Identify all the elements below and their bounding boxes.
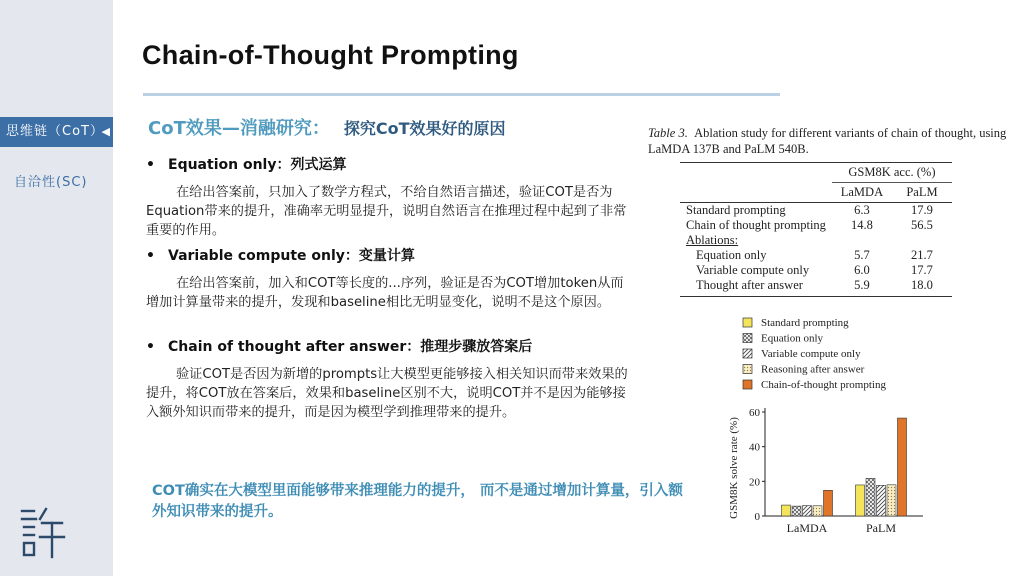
- table-header-row: [680, 183, 952, 203]
- row-label: Variable compute only: [696, 263, 810, 277]
- legend-label: Reasoning after answer: [761, 363, 865, 376]
- row-label: Equation only: [696, 248, 767, 262]
- x-tick-label: LaMDA: [786, 521, 828, 535]
- legend-swatch: [743, 365, 752, 374]
- caret-left-icon: ◀: [101, 125, 111, 138]
- row-label: Standard prompting: [686, 203, 786, 217]
- bar: [866, 478, 875, 516]
- cell-value: 5.9: [832, 278, 892, 297]
- cell-value: 6.0: [854, 263, 870, 277]
- table-row: [680, 278, 952, 297]
- legend-label: Variable compute only: [761, 348, 861, 360]
- bullet-heading: • Equation only：列式运算: [146, 157, 347, 173]
- legend-label: Equation only: [761, 332, 824, 345]
- bullet-dot-icon: •: [146, 339, 155, 355]
- table-row: [680, 203, 952, 219]
- legend-swatch: [743, 334, 752, 343]
- cell-value: 17.9: [911, 203, 933, 217]
- cell-value: 14.8: [851, 218, 873, 232]
- sidebar-item-label: 思维链（CoT）: [6, 124, 104, 139]
- y-tick-label: 60: [749, 407, 760, 419]
- table-caption-text: Ablation study for different variants of chain of thought, using LaMDA 137B and PaLM 540B.: [648, 126, 1007, 156]
- bar: [856, 485, 865, 516]
- logo: [18, 505, 66, 559]
- cell-value: 5.7: [854, 248, 870, 262]
- row-label: Thought after answer: [680, 278, 832, 297]
- bar: [813, 506, 822, 516]
- title-divider: [143, 93, 780, 96]
- bullet-heading: • Chain of thought after answer：推理步骤放答案后: [146, 339, 533, 355]
- table-header-row: [680, 163, 952, 183]
- column-header: PaLM: [892, 183, 952, 203]
- table-row: [680, 218, 952, 233]
- table-row: [680, 263, 952, 278]
- bullet-dot-icon: •: [146, 157, 155, 173]
- sidebar-item-cot[interactable]: [0, 117, 113, 147]
- cell-value: 56.5: [911, 218, 933, 232]
- legend-label: Chain-of-thought prompting: [761, 379, 886, 391]
- x-tick-label: PaLM: [866, 521, 896, 535]
- bullet-text: 在给出答案前，加入和COT等长度的...序列，验证是否为COT增加token从而增加计算量带来的提升，发现和baseline相比无明显变化，说明不是这个原因。: [146, 276, 624, 310]
- y-tick-label: 0: [754, 511, 760, 523]
- column-header: LaMDA: [832, 183, 892, 203]
- conclusion-text: COT确实在大模型里面能够带来推理能力的提升， 而不是通过增加计算量，引入额外知识带来的提升。: [152, 483, 683, 520]
- legend-swatch: [743, 380, 752, 389]
- ablations-label: Ablations:: [686, 233, 739, 247]
- table-row: [680, 248, 952, 263]
- sidebar-item-label: 自洽性(SC): [14, 175, 88, 190]
- bar: [824, 490, 833, 516]
- table-caption: [648, 125, 1018, 157]
- bullet-heading: • Variable compute only：变量计算: [146, 248, 415, 264]
- bar: [877, 485, 886, 516]
- y-tick-label: 20: [749, 476, 760, 489]
- legend-swatch: [743, 349, 752, 358]
- sidebar: [0, 0, 113, 576]
- page-title: Chain-of-Thought Prompting: [142, 40, 519, 70]
- table-group-header: GSM8K acc. (%): [832, 163, 952, 183]
- cell-value: 17.7: [911, 263, 933, 277]
- ablation-table: [680, 162, 952, 297]
- bar: [887, 485, 896, 516]
- bullet-text: 验证COT是否因为新增的prompts让大模型更能够接入相关知识而带来效果的提升，将COT放在答案后，效果和baseline区别不大，说明COT并不是因为能够接入额外知识而带来的提升，而是因为模型学到推理带来的提升。: [146, 367, 628, 420]
- section-subtitle: 探究CoT效果好的原因: [343, 119, 506, 138]
- bar: [898, 418, 907, 516]
- row-label: Chain of thought prompting: [686, 218, 826, 232]
- y-tick-label: 40: [749, 441, 760, 454]
- cell-value: 21.7: [911, 248, 933, 262]
- bar-chart: [725, 312, 925, 544]
- legend-swatch: [743, 318, 752, 327]
- cell-value: 18.0: [892, 278, 952, 297]
- sidebar-item-sc[interactable]: [0, 168, 113, 198]
- bar: [803, 506, 812, 516]
- table-row: [680, 233, 952, 248]
- section-heading: [148, 114, 506, 140]
- y-axis-label: GSM8K solve rate (%): [728, 417, 740, 519]
- legend-label: Standard prompting: [761, 317, 849, 329]
- bar: [792, 506, 801, 516]
- cell-value: 6.3: [854, 203, 870, 217]
- bar: [782, 505, 791, 516]
- table-caption-label: Table 3.: [648, 126, 688, 140]
- section-title: CoT效果—消融研究：: [148, 118, 330, 139]
- bullet-text: 在给出答案前，只加入了数学方程式，不给自然语言描述，验证COT是否为Equation带来的提升，准确率无明显提升，说明自然语言在推理过程中起到了非常重要的作用。: [146, 185, 627, 238]
- bullet-dot-icon: •: [146, 248, 155, 264]
